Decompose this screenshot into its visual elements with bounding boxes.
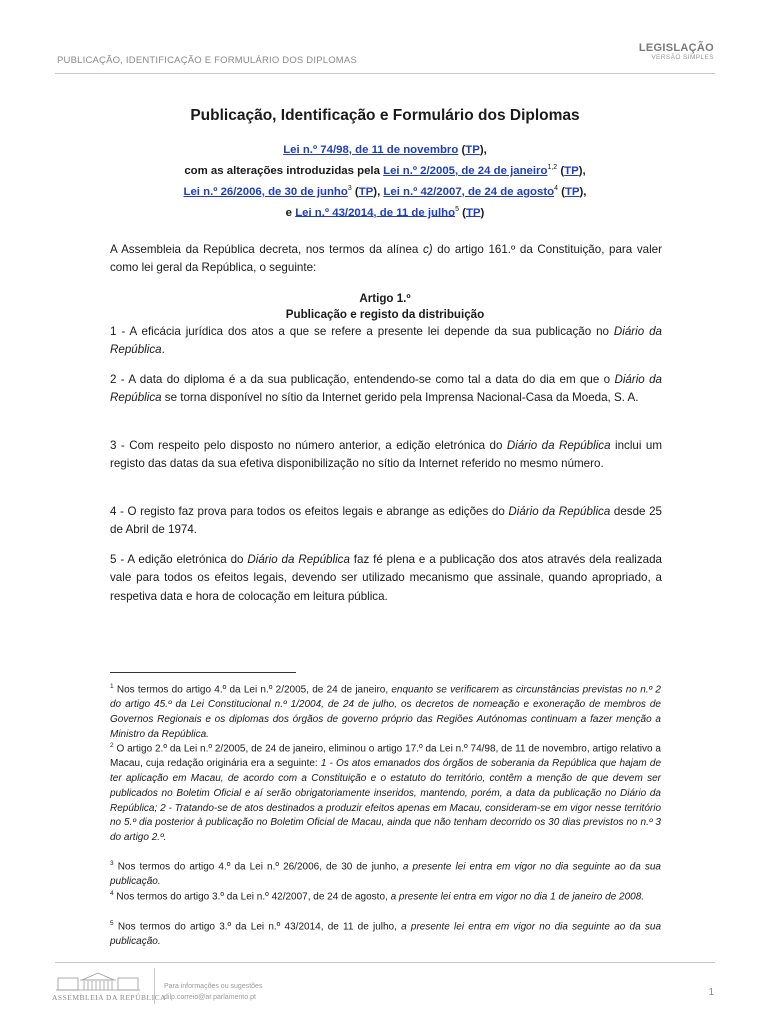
footnote-5: $^5$ Nos termos do artigo 3.º da Lei n.º 43/2014, de 11 de julho, a presente lei entra em vigor no dia seguinte ao da sua publicação. [110,920,662,948]
link-tp-1[interactable]: TP [465,144,480,156]
header-legislacao: LEGISLAÇÃO [638,42,714,54]
footnote-ref-1-2[interactable]: 1,2 [547,164,558,171]
link-lei-42-2007[interactable]: Lei n.º 42/2007, de 24 de agosto [383,185,555,198]
footnote-2: $^2$ O artigo 2.º da Lei n.º 2/2005, de 24 de janeiro, eliminou o artigo 17.º da Lei n.º 74/98, de 11 de novembro, artigo relativo a Macau, cuja redação originária era a seguinte: 1 - Os atos emanados dos órgãos de soberania da República que hajam de ter aplicação em Macau, de acordo com a Constituição e o estatuto do território, contêm a menção de que devem ser publicados no Boletim Oficial e aí serão obrigatoriamente inseridos, mantendo, porém, a data da publicação no Diário da República; 2 - Tratando-se de atos destinados a produzir efeitos apenas em Macau, consideram-se em vigor nesse território no 5.º dia posterior à publicação no Boletim Oficial de Macau, ainda que não tenham decorrido os 30 dias previstos no n.º 3 do artigo 2.º. [110,742,662,844]
footnote-ref-3[interactable]: 3 [347,184,352,192]
footnote-4: $^4$ Nos termos do artigo 3.º da Lei n.º 42/2007, de 24 de agosto, a presente lei entra em vigor no dia 1 de janeiro de 2008. [110,890,645,903]
footnote-3: $^3$ Nos termos do artigo 4.º da Lei n.º 26/2006, de 30 de junho, a presente lei entra em vigor no dia seguinte ao da sua publicação. [110,860,661,888]
link-tp-3[interactable]: TP [358,185,374,198]
link-tp-5[interactable]: TP [465,206,481,219]
paragraph-4: 4 - O registo faz prova para todos os efeitos legais e abrange as edições do Diário da República desde 25 de Abril de 1974. [110,505,662,537]
contact-email[interactable]: dilp.correio@ar.parlamento.pt [164,994,256,1001]
alteracoes-text: com as alterações introduzidas pela [184,164,380,177]
header-versao: VERSÃO SIMPLES [651,54,714,61]
link-lei-26-2006[interactable]: Lei n.º 26/2006, de 30 de junho [183,185,348,198]
link-lei-74-98[interactable]: Lei n.º 74/98, de 11 de novembro [283,144,459,156]
page-number: 1 [708,987,714,998]
header-label [639,42,714,61]
footer-separator [154,968,155,1004]
link-lei-43-2014[interactable]: Lei n.º 43/2014, de 11 de julho [295,206,456,219]
contact-info [164,981,262,1003]
article-subtitle: Publicação e registo da distribuição [285,308,485,321]
logo-text: ASSEMBLEIA DA REPÚBLICA [52,993,167,1002]
link-tp-2[interactable]: TP [564,164,579,177]
link-lei-2-2005[interactable]: Lei n.º 2/2005, de 24 de janeiro [383,164,548,177]
footnote-divider [110,672,296,673]
header-divider [55,73,715,74]
article-title: Artigo 1.º [359,292,411,305]
document-title: Publicação, Identificação e Formulário dos Diplomas [190,107,580,124]
footnote-1: $^1$ Nos termos do artigo 4.º da Lei n.º 2/2005, de 24 de janeiro, enquanto se verificarem as circunstâncias previstas no n.º 2 do artigo 45.º da Lei Constitucional n.º 1/2004, de 24 de julho, os decretos de nomeação e exoneração de membros de Governos Regionais e os diplomas dos órgãos de governo próprio das Regiões Autónomas continuam a fazer menção a Ministro da República. [110,683,661,740]
running-header: PUBLICAÇÃO, IDENTIFICAÇÃO E FORMULÁRIO DOS DIPLOMAS [57,55,357,66]
footer-divider [55,962,715,963]
paragraph-5: 5 - A edição eletrónica do Diário da República faz fé plena e a publicação dos atos através dela realizada vale para todos os efeitos legais, devendo ser utilizado mecanismo que assinale, quando apropriado, a respetiva data e hora de colocação em leitura pública. [110,553,662,603]
paragraph-3: 3 - Com respeito pelo disposto no número anterior, a edição eletrónica do Diário da República inclui um registo das datas da sua efetiva disponibilização no sítio da Internet referido no mesmo número. [110,439,662,471]
paragraph-2: 2 - A data do diploma é a da sua publicação, entendendo-se como tal a data do dia em que o Diário da República se torna disponível no sítio da Internet gerido pela Imprensa Nacional-Casa da Moeda, S. A. [110,373,662,405]
intro-paragraph: A Assembleia da República decreta, nos termos da alínea c) do artigo 161.º da Constituição, para valer como lei geral da República, o seguinte: [110,243,662,275]
link-tp-4[interactable]: TP [564,185,580,198]
law-references: Lei n.º 74/98, de 11 de novembro (TP), com as alterações introduzidas pela Lei n.º 2/2005, de 24 de janeiro$^{1,2}$ (TP), Lei n.º 26/2006, de 30 de junho$^3$ (TP), Lei n.º 42/2007, de 24 de agosto$^4$ (TP), e Lei n.º 43/2014, de 11 de julho$^5$ (TP) [183,144,587,219]
footnote-ref-4[interactable]: 4 [554,184,558,192]
conjunction-e: e [285,206,293,219]
paragraph-1: 1 - A eficácia jurídica dos atos a que se refere a presente lei depende da sua publicação no Diário da República. [110,325,662,357]
contact-label: Para informações ou sugestões [164,983,263,990]
footnote-ref-5[interactable]: 5 [455,205,459,213]
